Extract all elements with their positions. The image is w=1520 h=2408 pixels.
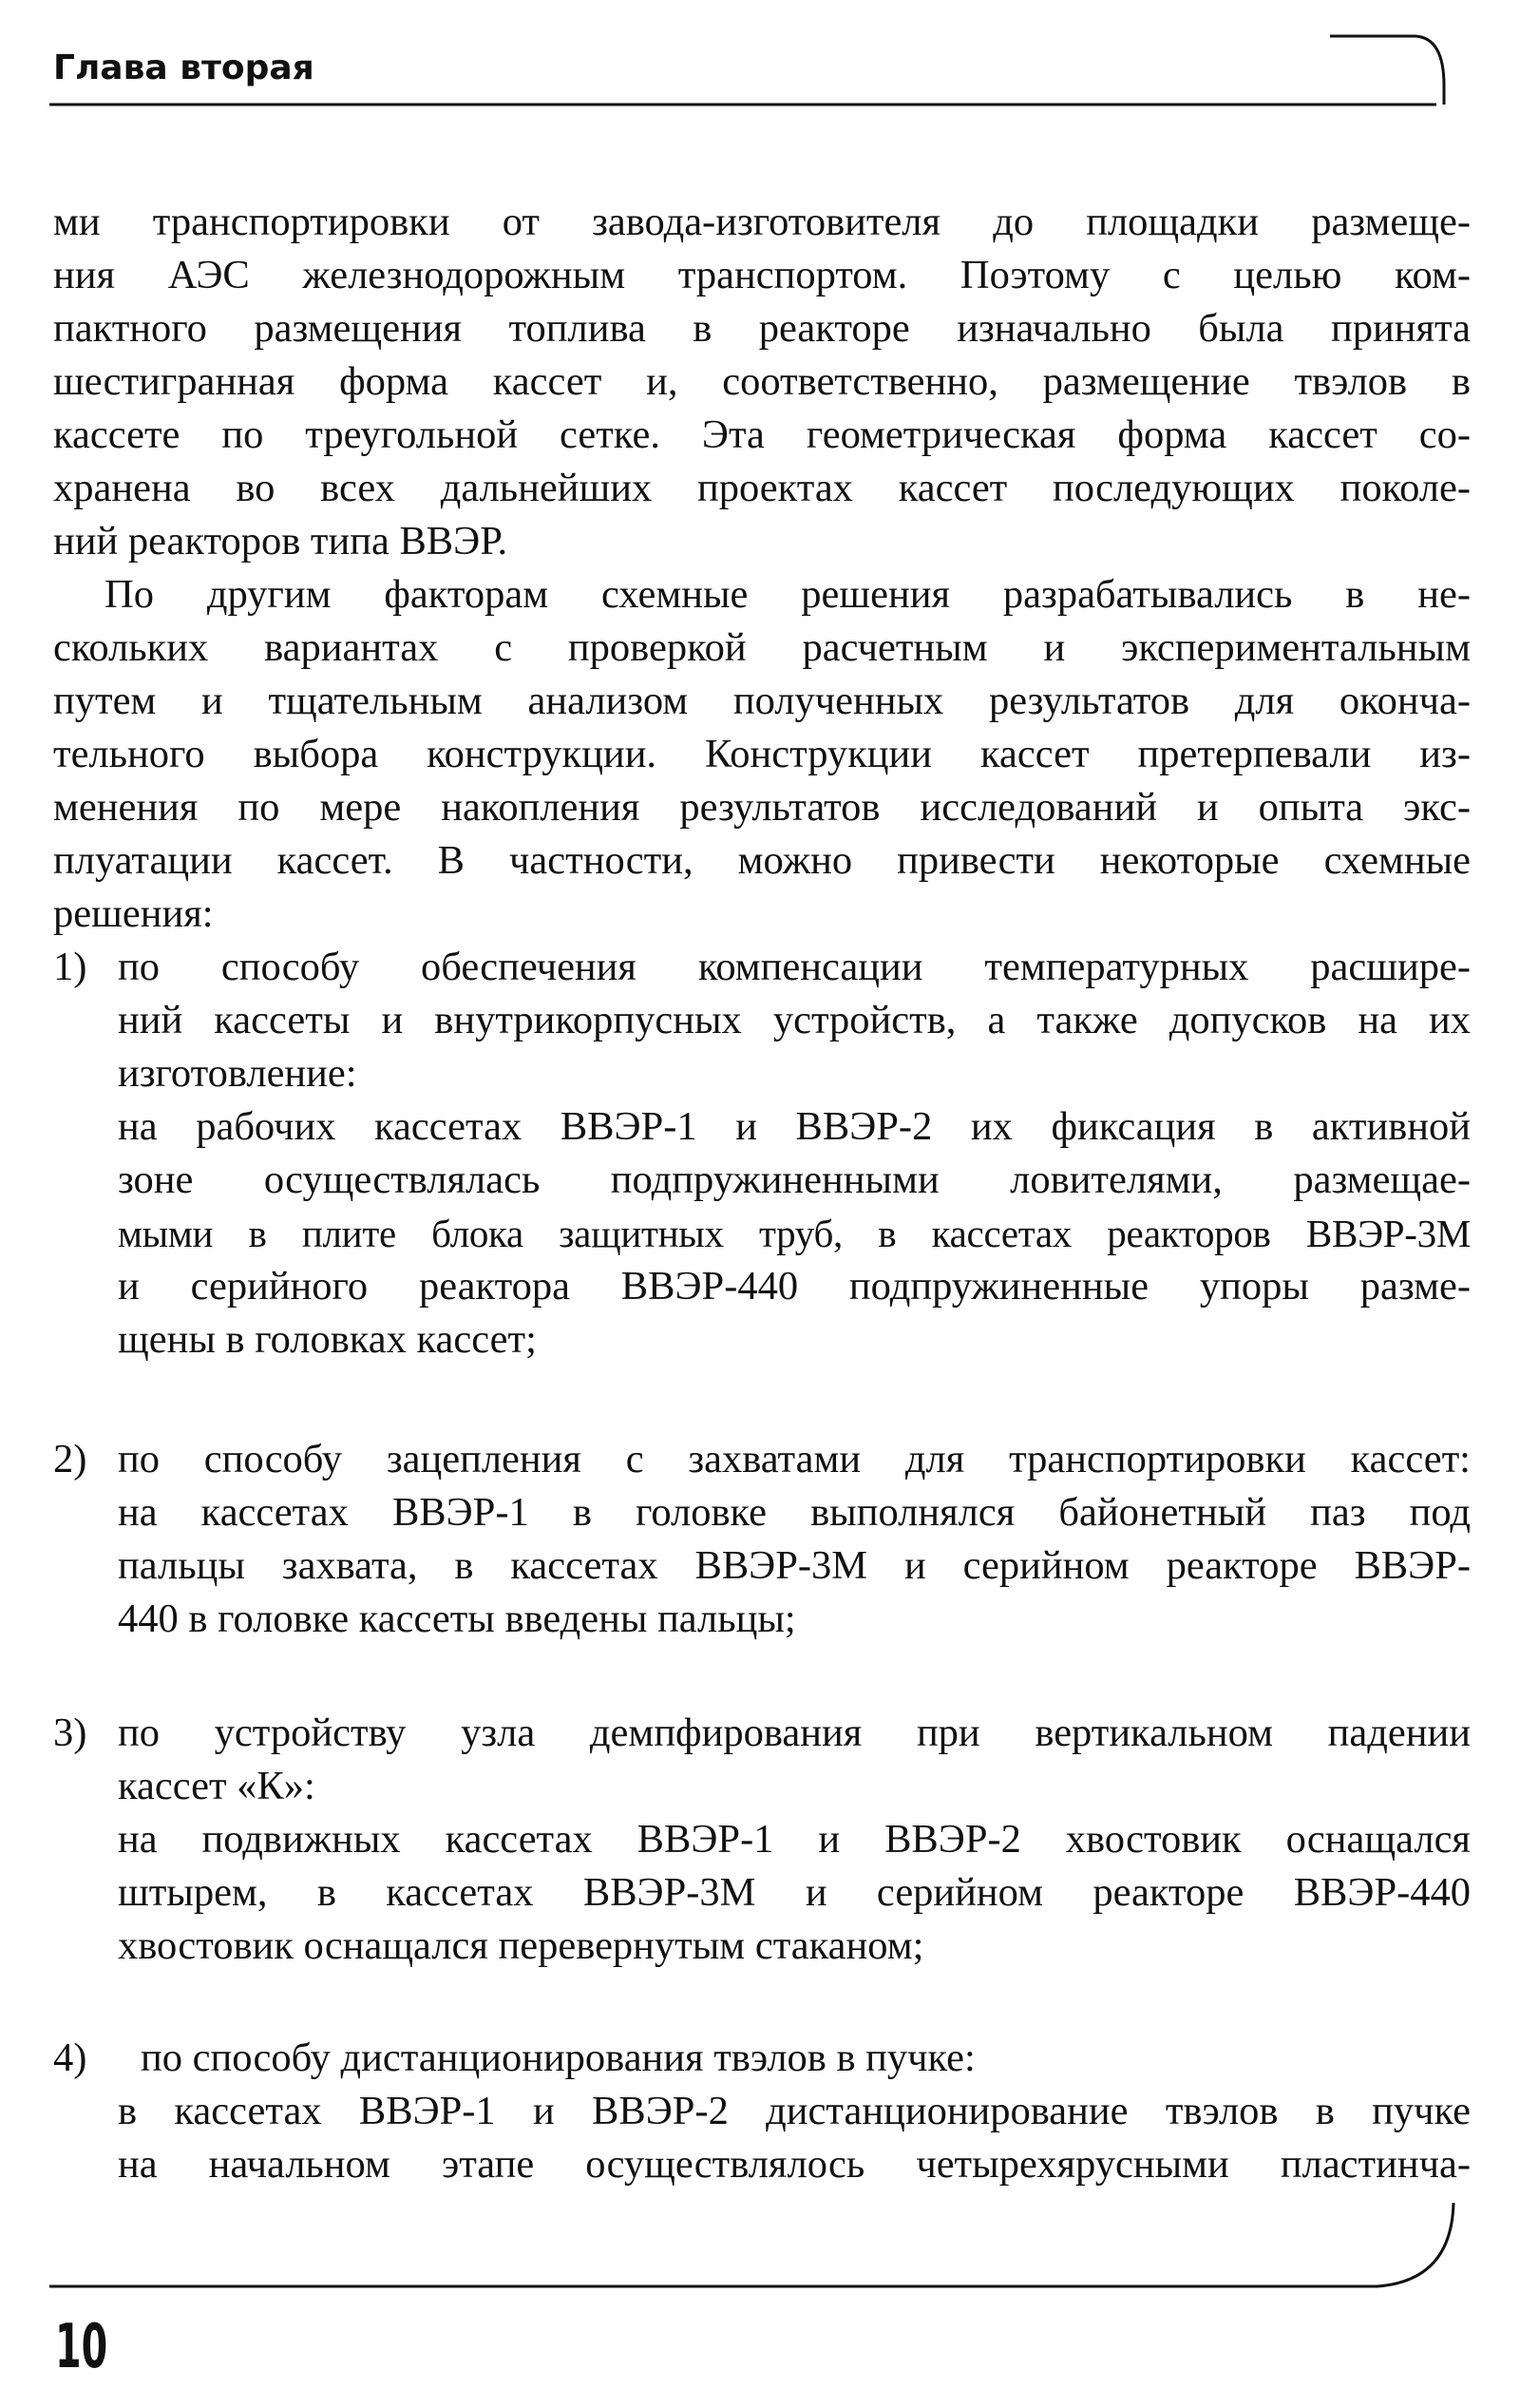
list-item-line: изготовление: (118, 1051, 357, 1096)
paragraph-line: шестигранная форма кассет и, соответственно, размещение твэлов в (53, 359, 1471, 404)
chapter-header-title: Глава вторая (53, 48, 314, 87)
paragraph-line: скольких вариантах с проверкой расчетным и экспериментальным (53, 625, 1471, 670)
list-item-line: по способу обеспечения компенсации температурных расшире- (118, 945, 1471, 989)
footer-rule (49, 2203, 1454, 2286)
list-item-line: щены в головках кассет; (118, 1317, 537, 1362)
paragraph-line: хранена во всех дальнейших проектах кассет последующих поколе- (53, 466, 1471, 510)
paragraph-line: По другим факторам схемные решения разрабатывались в не- (104, 572, 1471, 617)
list-item-line: и серийного реактора ВВЭР-440 подпружиненные упоры разме- (118, 1264, 1471, 1309)
list-item-line: хвостовик оснащался перевернутым стаканом; (118, 1923, 924, 1968)
paragraph-line: тельного выбора конструкции. Конструкции кассет претерпевали из- (53, 732, 1471, 776)
list-item-line: 440 в головке кассеты введены пальцы; (118, 1596, 796, 1641)
list-item-line: ний кассеты и внутрикорпусных устройств, а также допусков на их (118, 998, 1471, 1042)
paragraph-line: пактного размещения топлива в реакторе изначально была принята (53, 306, 1471, 351)
list-item-line: на рабочих кассетах ВВЭР-1 и ВВЭР-2 их фиксация в активной (118, 1104, 1471, 1149)
list-item-line: по способу зацепления с захватами для транспортировки кассет: (118, 1437, 1471, 1481)
list-item-line: по способу дистанционирования твэлов в пучке: (141, 2035, 976, 2080)
list-item-line: на начальном этапе осуществлялось четырехярусными пластинча- (118, 2142, 1471, 2187)
list-item-line: в кассетах ВВЭР-1 и ВВЭР-2 дистанционирование твэлов в пучке (118, 2089, 1471, 2133)
paragraph-line: ми транспортировки от завода-изготовителя до площадки размеще- (53, 200, 1471, 244)
list-item-line: штырем, в кассетах ВВЭР-3М и серийном реакторе ВВЭР-440 (118, 1870, 1471, 1915)
list-item-number: 1) (53, 945, 87, 989)
list-item-number: 4) (53, 2035, 87, 2080)
paragraph-line: плуатации кассет. В частности, можно привести некоторые схемные (53, 838, 1471, 883)
list-item-line: по устройству узла демпфирования при вертикальном падении (118, 1710, 1471, 1755)
header-rule-curl (1330, 36, 1444, 105)
list-item-line: пальцы захвата, в кассетах ВВЭР-3М и серийном реакторе ВВЭР- (118, 1543, 1471, 1588)
list-item-line: на кассетах ВВЭР-1 в головке выполнялся байонетный паз под (118, 1490, 1471, 1535)
list-item-line: кассет «К»: (118, 1764, 315, 1808)
list-item-line: на подвижных кассетах ВВЭР-1 и ВВЭР-2 хвостовик оснащался (118, 1817, 1471, 1862)
page-number: 10 (55, 2312, 108, 2382)
paragraph-line: кассете по треугольной сетке. Эта геометрическая форма кассет со- (53, 412, 1471, 457)
paragraph-line: ний реакторов типа ВВЭР. (53, 519, 508, 564)
list-item-number: 3) (53, 1710, 87, 1755)
paragraph-line: ния АЭС железнодорожным транспортом. Поэтому с целью ком- (53, 253, 1471, 297)
list-item-line: зоне осуществлялась подпружиненными ловителями, размещае- (118, 1157, 1471, 1202)
paragraph-line: путем и тщательным анализом полученных результатов для оконча- (53, 678, 1471, 723)
list-item-line: мыми в плите блока защитных труб, в кассетах реакторов ВВЭР-3М (118, 1212, 1471, 1255)
paragraph-line: решения: (53, 891, 214, 936)
paragraph-line: менения по мере накопления результатов исследований и опыта экс- (53, 785, 1471, 830)
list-item-number: 2) (53, 1437, 87, 1481)
